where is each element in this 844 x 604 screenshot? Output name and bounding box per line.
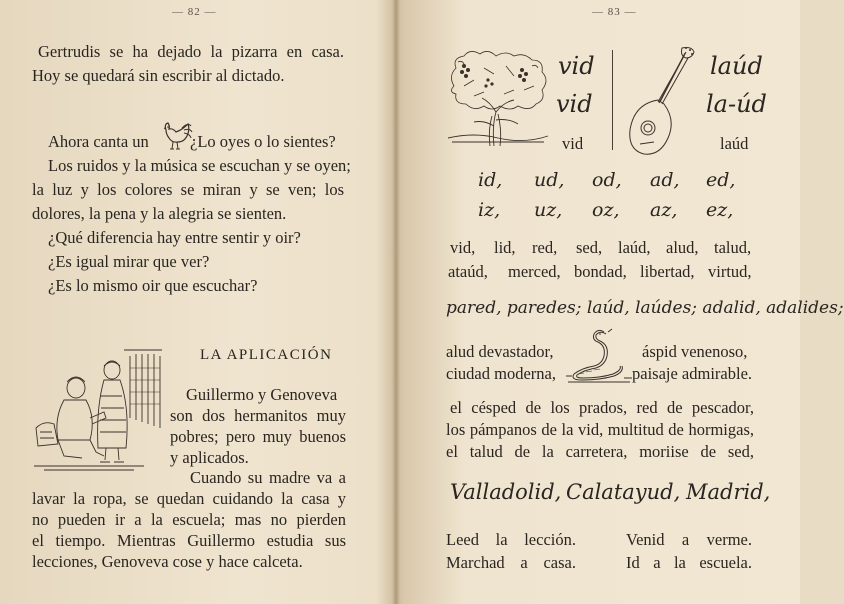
story-line-2: son dos hermanitos muy: [170, 406, 346, 425]
story-line-4: y aplicados.: [170, 448, 249, 467]
children-illustration: [34, 348, 164, 474]
script-row2-3: oz,: [592, 199, 620, 221]
print-row2-1: ataúd,: [448, 262, 488, 281]
para1-line-1: Gertrudis se ha dejado la pizarra en casa.: [38, 42, 344, 61]
sentence-2: los pámpanos de la vid, multitud de hormigas,: [446, 420, 754, 439]
print-row1-5: laúd,: [618, 238, 651, 257]
sentence-1: el césped de los prados, red de pescador,: [450, 398, 754, 417]
final-row1-a: Leed la lección.: [446, 530, 576, 549]
story-line-7: no pueden ir a la escuela; mas no pierden: [32, 510, 346, 529]
story-line-1: Guillermo y Genoveva: [186, 385, 338, 404]
grapevine-illustration: [444, 46, 552, 148]
para2-line-2: Los ruidos y la música se escuchan y se oyen;: [48, 156, 351, 175]
para2-line1-a: Ahora canta un: [48, 132, 149, 151]
place-2: Calatayud,: [566, 480, 681, 504]
script-row1-2: ud,: [534, 169, 565, 191]
print-row2-2: merced,: [508, 262, 561, 281]
script-row2-1: iz,: [478, 199, 501, 221]
aspid-line2-a: ciudad moderna,: [446, 364, 556, 383]
left-page: [0, 0, 392, 604]
para1-line-2: Hoy se quedará sin escribir al dictado.: [32, 66, 285, 85]
section-title: LA APLICACIÓN: [200, 347, 333, 363]
print-row1-3: red,: [532, 238, 558, 257]
para2-line-7: ¿Es lo mismo oir que escuchar?: [48, 276, 258, 295]
para2-line-6: ¿Es igual mirar que ver?: [48, 252, 210, 271]
script-row1-4: ad,: [650, 169, 680, 191]
final-row1-b: Venid a verme.: [626, 530, 752, 549]
vid-script-2: vid: [556, 90, 593, 118]
laud-print: laúd: [720, 134, 749, 153]
print-row2-5: virtud,: [708, 262, 752, 281]
print-row1-6: alud,: [666, 238, 699, 257]
place-1: Valladolid,: [450, 480, 562, 504]
story-line-6: lavar la ropa, se quedan cuidando la casa y: [32, 489, 346, 508]
aspid-line1-a: alud devastador,: [446, 342, 554, 361]
final-row2-b: Id a la escuela.: [626, 553, 752, 572]
laud-script-1: laúd: [710, 52, 763, 80]
print-row2-4: libertad,: [640, 262, 695, 281]
vid-script-1: vid: [558, 52, 595, 80]
para2-line-4: dolores, la pena y la alegria se sienten.: [32, 204, 287, 223]
para2-line-5: ¿Qué diferencia hay entre sentir y oir?: [48, 228, 301, 247]
final-row2-a: Marchad a casa.: [446, 553, 576, 572]
story-line-3: pobres; pero muy buenos: [170, 427, 346, 446]
print-row2-3: bondad,: [574, 262, 627, 281]
script-row1-1: id,: [478, 169, 503, 191]
script-row2-4: az,: [650, 199, 678, 221]
print-row1-7: talud,: [714, 238, 752, 257]
script-row2-2: uz,: [534, 199, 563, 221]
para2-line-3: la luz y los colores se miran y se ven; los: [32, 180, 344, 199]
script-row2-5: ez,: [706, 199, 734, 221]
story-line-8: el tiempo. Mientras Guillermo estudia sus: [32, 531, 346, 550]
page-number-right: — 83 —: [592, 6, 637, 18]
story-line-5: Cuando su madre va a: [190, 468, 346, 487]
aspid-line2-b: paisaje admirable.: [632, 364, 753, 383]
script-line: pared, paredes; laúd, laúdes; adalid, adalides;: [446, 298, 844, 318]
book-gutter: [392, 0, 400, 604]
place-3: Madrid,: [686, 480, 771, 504]
laud-script-2: la-úd: [706, 90, 767, 118]
divider: [612, 50, 613, 150]
lute-illustration: [624, 44, 700, 158]
print-row1-4: sed,: [576, 238, 603, 257]
page-number-left: — 82 —: [172, 6, 217, 18]
sentence-3: el talud de la carretera, moriise de sed,: [446, 442, 754, 461]
snake-icon: [564, 326, 634, 384]
script-row1-3: od,: [592, 169, 622, 191]
para2-line1-b: ¿Lo oyes o lo sientes?: [190, 132, 336, 151]
vid-print: vid: [562, 134, 584, 153]
script-row1-5: ed,: [706, 169, 736, 191]
print-row1-2: lid,: [494, 238, 516, 257]
rooster-icon: [160, 120, 194, 152]
aspid-line1-b: áspid venenoso,: [642, 342, 748, 361]
print-row1-1: vid,: [450, 238, 476, 257]
story-line-9: lecciones, Genoveva cose y hace calceta.: [32, 552, 303, 571]
